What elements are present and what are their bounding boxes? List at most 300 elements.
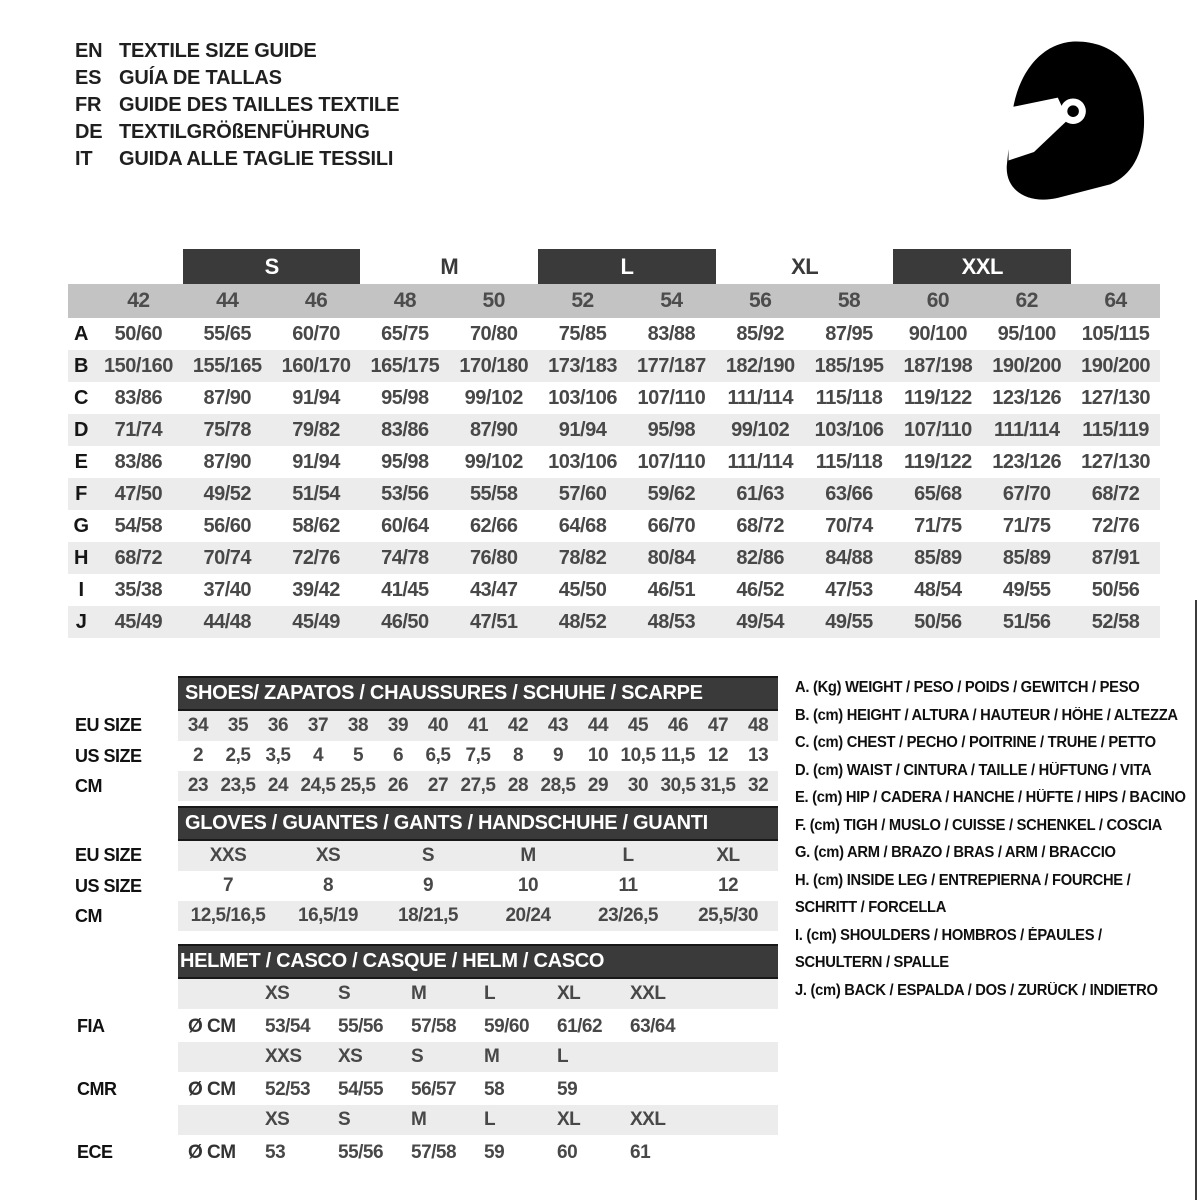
measurement-value-cell: 115/118 <box>815 450 883 473</box>
gloves-value-cell: XXS <box>178 840 278 871</box>
gloves-value-cell: 12,5/16,5 <box>178 901 278 931</box>
measurement-value-cell: 185/195 <box>814 354 884 377</box>
shoes-value-cell: 4 <box>312 745 324 766</box>
helmet-size-label: M <box>409 978 482 1011</box>
measurement-value-cell: 170/180 <box>459 354 529 377</box>
legend-line: SCHRITT / FORCELLA <box>795 899 947 916</box>
measurement-value-cell: 80/84 <box>647 546 696 569</box>
measurement-value-cell: 72/76 <box>1091 514 1140 537</box>
helmet-value-cell: 53/54 <box>265 1016 311 1037</box>
shoes-value-cell: 13 <box>748 745 769 766</box>
shoes-value-cell: 40 <box>418 710 458 741</box>
measurement-value-cell: 107/110 <box>637 450 706 473</box>
measurement-value-cell: 44/48 <box>203 610 252 633</box>
shoes-value-cell: 11,5 <box>661 745 695 766</box>
measurement-value-cell: 48/52 <box>558 610 607 633</box>
helmet-value-cell: 59 <box>484 1142 505 1163</box>
measurement-value-cell: 111/114 <box>727 450 793 473</box>
measurement-value-cell: 119/122 <box>904 450 972 473</box>
shoes-value-cell: 42 <box>498 710 538 741</box>
helmet-value-cell: 63/64 <box>630 1016 676 1037</box>
legend-item <box>795 922 1175 977</box>
helmet-value-cell: 53 <box>265 1142 286 1163</box>
measurement-value-cell: 103/106 <box>548 386 617 409</box>
measurement-value-cell: 83/86 <box>114 450 163 473</box>
gloves-value-cell: L <box>578 840 678 871</box>
legend-item <box>795 729 1175 757</box>
size-number-cell: 52 <box>538 284 627 318</box>
legend-line: D. (cm) WAIST / CINTURA / TAILLE / HÜFTUNG / VITA <box>795 761 1152 779</box>
measurement-row <box>68 542 1160 574</box>
measurement-value-cell: 87/90 <box>203 386 252 409</box>
measurement-value-cell: 105/115 <box>1081 322 1150 345</box>
legend-line: H. (cm) INSIDE LEG / ENTREPIERNA / FOURCHE / <box>795 871 1131 889</box>
helmet-sizes-spacer <box>75 978 178 1011</box>
legend-item <box>795 812 1175 840</box>
shoes-row-label: EU SIZE <box>75 710 178 741</box>
helmet-unit-spacer <box>178 1042 263 1074</box>
shoes-row <box>75 771 778 801</box>
helmet-size-label: XS <box>263 978 336 1011</box>
language-title: GUIDA ALLE TAGLIE TESSILI <box>119 148 394 170</box>
gloves-value-cell: 7 <box>222 875 234 896</box>
measurement-value-cell: 95/100 <box>997 322 1056 345</box>
gloves-value-cell: 23/26,5 <box>578 901 678 931</box>
measurement-value-cell: 70/80 <box>469 322 518 345</box>
language-code: FR <box>75 94 102 116</box>
gloves-row-label: CM <box>75 901 178 931</box>
helmet-size-label: XS <box>336 1042 409 1074</box>
measurement-value-cell: 52/58 <box>1091 610 1140 633</box>
shoes-value-cell: 10,5 <box>620 745 656 766</box>
size-number-cell: 62 <box>982 284 1071 318</box>
gloves-row <box>75 871 778 901</box>
measurement-value-cell: 46/52 <box>736 578 784 601</box>
shoes-value-cell: 27,5 <box>458 771 498 801</box>
helmet-standard-label: CMR <box>75 1074 178 1106</box>
measurement-value-cell: 115/119 <box>1082 418 1149 441</box>
shoes-value-cell: 9 <box>552 745 564 766</box>
measurement-value-cell: 48/54 <box>914 578 962 601</box>
helmet-value-cell: 61 <box>630 1142 651 1163</box>
size-number-cell: 58 <box>805 284 894 318</box>
shoes-value-cell: 38 <box>338 710 378 741</box>
gloves-value-cell: XL <box>678 840 778 871</box>
legend-line: G. (cm) ARM / BRAZO / BRAS / ARM / BRACCIO <box>795 844 1116 861</box>
language-row <box>75 65 399 92</box>
measurement-value-cell: 85/89 <box>1002 546 1051 569</box>
shoes-row <box>75 710 778 741</box>
measurement-value-cell: 57/60 <box>558 482 607 505</box>
measurement-value-cell: 67/70 <box>1002 482 1051 505</box>
helmet-filler <box>701 1042 778 1074</box>
helmet-value-cell: 56/57 <box>411 1079 457 1100</box>
language-code: ES <box>75 67 102 89</box>
measurement-value-cell: 59/62 <box>647 482 696 505</box>
helmet-filler <box>701 978 778 1011</box>
measurement-value-cell: 150/160 <box>104 354 173 377</box>
helmet-size-label: XXL <box>628 1105 701 1137</box>
measurement-value-cell: 103/106 <box>548 450 617 473</box>
measurement-value-cell: 65/75 <box>381 322 429 345</box>
measurement-value-cell: 75/78 <box>203 418 252 441</box>
language-code: IT <box>75 148 93 170</box>
measurement-row <box>68 574 1160 606</box>
shoes-value-cell: 48 <box>738 710 778 741</box>
measurement-value-cell: 78/82 <box>558 546 607 569</box>
measurement-value-cell: 63/66 <box>825 482 873 505</box>
measurement-value-cell: 107/110 <box>904 418 972 441</box>
shoes-value-cell: 28 <box>498 771 538 801</box>
helmet-size-label: XL <box>555 978 628 1011</box>
helmet-size-label <box>628 1042 701 1074</box>
measurement-value-cell: 53/56 <box>381 482 429 505</box>
helmet-size-label: L <box>555 1042 628 1074</box>
measurement-value-cell: 177/187 <box>636 354 706 377</box>
helmet-size-label: M <box>482 1042 555 1074</box>
helmet-value-cell: 59/60 <box>484 1016 530 1037</box>
measurement-value-cell: 37/40 <box>203 578 252 601</box>
legend-item <box>795 867 1175 922</box>
measurement-value-cell: 87/95 <box>825 322 873 345</box>
measurement-value-cell: 111/114 <box>727 386 793 409</box>
helmet-unit-spacer <box>178 978 263 1011</box>
helmet-size-label: S <box>409 1042 482 1074</box>
measurement-value-cell: 127/130 <box>1081 386 1150 409</box>
helmet-filler <box>701 1105 778 1137</box>
measurement-value-cell: 71/75 <box>914 514 962 537</box>
shoes-value-cell: 2 <box>192 745 204 766</box>
helmet-value-cell: 58 <box>484 1079 505 1100</box>
measurement-value-cell: 41/45 <box>381 578 429 601</box>
legend-line: E. (cm) HIP / CADERA / HANCHE / HÜFTE / HIPS / BACINO <box>795 789 1186 806</box>
legend-item <box>795 839 1175 867</box>
measurement-value-cell: 70/74 <box>825 514 873 537</box>
gloves-value-cell: 12 <box>717 875 739 896</box>
helmet-size-label: L <box>482 1105 555 1137</box>
measurement-value-cell: 83/86 <box>114 386 163 409</box>
measurement-value-cell: 87/91 <box>1091 546 1140 569</box>
gloves-value-cell: 11 <box>618 875 638 896</box>
shoes-value-cell: 6,5 <box>425 745 451 766</box>
gloves-value-cell: 18/21,5 <box>378 901 478 931</box>
page-edge-line <box>1195 600 1197 1200</box>
helmet-value-cell: 52/53 <box>265 1079 311 1100</box>
language-row <box>75 92 399 119</box>
size-group-bar: S <box>183 249 361 284</box>
measurement-row-label: F <box>75 482 87 505</box>
shoes-value-cell: 34 <box>178 710 218 741</box>
size-number-cell: 54 <box>627 284 716 318</box>
measurement-value-cell: 74/78 <box>381 546 429 569</box>
size-band-corner <box>68 284 94 318</box>
measurement-value-cell: 155/165 <box>192 354 262 377</box>
shoes-value-cell: 23,5 <box>218 771 258 801</box>
shoes-value-cell: 3,5 <box>265 745 291 766</box>
helmet-size-label: XXL <box>628 978 701 1011</box>
helmet-size-label: XXS <box>263 1042 336 1074</box>
gloves-title-row <box>75 807 778 840</box>
helmet-title-spacer <box>75 945 178 978</box>
measurement-value-cell: 83/86 <box>381 418 429 441</box>
measurement-value-cell: 51/56 <box>1002 610 1051 633</box>
shoes-value-cell: 7,5 <box>465 745 491 766</box>
size-number-cell: 50 <box>449 284 538 318</box>
shoes-value-cell: 45 <box>618 710 658 741</box>
gloves-size-table <box>75 806 778 931</box>
measurement-value-cell: 49/52 <box>203 482 252 505</box>
shoes-value-cell: 27 <box>418 771 458 801</box>
measurement-value-cell: 99/102 <box>464 386 523 409</box>
measurement-value-cell: 64/68 <box>558 514 607 537</box>
measurement-value-cell: 91/94 <box>558 418 607 441</box>
gloves-row-label: EU SIZE <box>75 840 178 871</box>
measurement-value-cell: 95/98 <box>381 450 429 473</box>
helmet-title-row <box>75 945 778 978</box>
measurement-value-cell: 87/90 <box>203 450 252 473</box>
helmet-filler <box>701 1074 778 1106</box>
measurement-row-label: J <box>75 610 87 633</box>
shoes-value-cell: 36 <box>258 710 298 741</box>
helmet-sizes-row <box>75 1105 778 1137</box>
gloves-value-cell: 8 <box>322 875 334 896</box>
shoes-value-cell: 47 <box>698 710 738 741</box>
measurement-value-cell: 43/47 <box>469 578 518 601</box>
measurement-value-cell: 190/200 <box>1081 354 1150 377</box>
measurement-row-label: C <box>74 386 88 409</box>
gloves-title-spacer <box>75 807 178 840</box>
helmet-value-cell: 54/55 <box>338 1079 384 1100</box>
measurement-value-cell: 190/200 <box>992 354 1062 377</box>
helmet-sizes-spacer <box>75 1042 178 1074</box>
measurement-value-cell: 45/49 <box>114 610 163 633</box>
size-number-cell: 60 <box>893 284 982 318</box>
size-number-cell: 64 <box>1071 284 1160 318</box>
language-list <box>75 38 399 173</box>
helmet-unit-label: Ø CM <box>188 1079 236 1100</box>
measurement-value-cell: 107/110 <box>637 386 706 409</box>
measurement-row-label: I <box>78 578 84 601</box>
helmet-standard-label: ECE <box>75 1137 178 1169</box>
size-number-cell: 44 <box>183 284 272 318</box>
shoes-value-cell: 6 <box>392 745 404 766</box>
shoes-value-cell: 25,5 <box>338 771 378 801</box>
helmet-value-cell: 57/58 <box>411 1142 457 1163</box>
measurement-value-cell: 65/68 <box>914 482 962 505</box>
helmet-value-cell: 60 <box>557 1142 578 1163</box>
measurement-value-cell: 68/72 <box>114 546 163 569</box>
measurement-value-cell: 50/56 <box>914 610 962 633</box>
measurement-value-cell: 79/82 <box>292 418 340 441</box>
language-row <box>75 146 399 173</box>
measurement-value-cell: 99/102 <box>731 418 790 441</box>
size-number-cell: 48 <box>360 284 449 318</box>
helmet-value-cell <box>628 1074 701 1106</box>
helmet-size-table <box>75 944 778 1168</box>
helmet-filler <box>701 1137 778 1169</box>
gloves-value-cell: M <box>478 840 578 871</box>
helmet-value-row <box>75 1011 778 1043</box>
measurement-value-cell: 75/85 <box>558 322 607 345</box>
measurement-value-cell: 60/64 <box>381 514 429 537</box>
size-group-bar: L <box>538 249 716 284</box>
measurement-value-cell: 55/58 <box>469 482 518 505</box>
measurement-value-cell: 66/70 <box>647 514 696 537</box>
measurement-value-cell: 68/72 <box>736 514 784 537</box>
measurement-value-cell: 187/198 <box>903 354 973 377</box>
measurement-row <box>68 606 1160 638</box>
measurement-value-cell: 47/50 <box>114 482 163 505</box>
measurement-value-cell: 47/51 <box>469 610 518 633</box>
measurement-value-cell: 160/170 <box>281 354 351 377</box>
gloves-row <box>75 840 778 871</box>
measurement-value-cell: 103/106 <box>814 418 884 441</box>
measurement-value-cell: 123/126 <box>992 386 1062 409</box>
shoes-title-row <box>75 677 778 710</box>
shoes-value-cell: 44 <box>578 710 618 741</box>
measurement-value-cell: 68/72 <box>1091 482 1140 505</box>
measurement-value-cell: 123/126 <box>992 450 1062 473</box>
legend-item <box>795 977 1175 1005</box>
measurement-value-cell: 72/76 <box>292 546 340 569</box>
size-group-label: M <box>440 253 459 279</box>
measurement-value-cell: 182/190 <box>725 354 795 377</box>
helmet-filler <box>701 1011 778 1043</box>
measurement-row-label: B <box>74 354 88 377</box>
measurement-value-cell: 39/42 <box>292 578 340 601</box>
measurement-value-cell: 85/89 <box>914 546 962 569</box>
helmet-value-cell: 57/58 <box>411 1016 457 1037</box>
shoes-value-cell: 32 <box>738 771 778 801</box>
shoes-value-cell: 39 <box>378 710 418 741</box>
measurement-value-cell: 48/53 <box>647 610 696 633</box>
legend-item <box>795 757 1175 785</box>
language-title: TEXTILE SIZE GUIDE <box>119 40 317 62</box>
gloves-row-label: US SIZE <box>75 871 178 901</box>
shoes-value-cell: 28,5 <box>538 771 578 801</box>
measurement-row-label: H <box>74 546 88 569</box>
shoes-size-table <box>75 676 778 801</box>
shoes-value-cell: 12 <box>707 745 729 766</box>
legend-line: A. (Kg) WEIGHT / PESO / POIDS / GEWITCH / PESO <box>795 679 1140 696</box>
helmet-value-row <box>75 1137 778 1169</box>
measurement-value-cell: 46/51 <box>647 578 696 601</box>
helmet-value-cell: 55/56 <box>338 1016 384 1037</box>
measurement-row <box>68 510 1160 542</box>
helmet-size-label: L <box>482 978 555 1011</box>
shoes-value-cell: 35 <box>218 710 258 741</box>
measurement-value-cell: 49/54 <box>736 610 784 633</box>
shoes-body <box>75 677 778 801</box>
measurement-value-cell: 35/38 <box>114 578 163 601</box>
measurement-row <box>68 478 1160 510</box>
gloves-row <box>75 901 778 931</box>
shoes-row-label: CM <box>75 771 178 801</box>
measurement-row <box>68 382 1160 414</box>
legend-line: B. (cm) HEIGHT / ALTURA / HAUTEUR / HÖHE / ALTEZZA <box>795 706 1178 724</box>
shoes-value-cell: 46 <box>658 710 698 741</box>
helmet-size-label: XL <box>555 1105 628 1137</box>
measurement-row-label: E <box>74 450 88 473</box>
helmet-sizes-row <box>75 978 778 1011</box>
measurement-row <box>68 414 1160 446</box>
shoes-value-cell: 43 <box>538 710 578 741</box>
shoes-value-cell: 30 <box>618 771 658 801</box>
measurement-value-cell: 84/88 <box>825 546 873 569</box>
shoes-row-label: US SIZE <box>75 741 178 771</box>
helmet-unit-label: Ø CM <box>188 1142 236 1163</box>
language-row <box>75 38 399 65</box>
measurement-value-cell: 115/118 <box>815 386 883 409</box>
measurement-value-cell: 90/100 <box>908 322 967 345</box>
gloves-value-cell: 16,5/19 <box>278 901 378 931</box>
measurement-value-cell: 45/49 <box>292 610 340 633</box>
measurement-value-cell: 62/66 <box>469 514 518 537</box>
gloves-value-cell: 9 <box>422 875 434 896</box>
helmet-size-label: M <box>409 1105 482 1137</box>
measurement-value-cell: 55/65 <box>203 322 252 345</box>
textile-size-table <box>68 249 1160 638</box>
measurement-legend <box>795 674 1186 1004</box>
measurement-value-cell: 71/74 <box>114 418 163 441</box>
measurement-value-cell: 91/94 <box>292 450 340 473</box>
legend-line: C. (cm) CHEST / PECHO / POITRINE / TRUHE / PETTO <box>795 734 1156 751</box>
shoes-title-spacer <box>75 677 178 710</box>
measurement-value-cell: 99/102 <box>464 450 523 473</box>
shoes-value-cell: 8 <box>512 745 524 766</box>
size-group-label <box>68 249 94 284</box>
measurement-value-cell: 54/58 <box>114 514 163 537</box>
size-group-label: XL <box>791 253 819 279</box>
helmet-body <box>75 945 778 1168</box>
legend-line: SCHULTERN / SPALLE <box>795 954 949 971</box>
legend-line: F. (cm) TIGH / MUSLO / CUISSE / SCHENKEL / COSCIA <box>795 816 1163 834</box>
measurement-value-cell: 47/53 <box>825 578 873 601</box>
helmet-value-cell: 61/62 <box>557 1016 603 1037</box>
gloves-value-cell: S <box>378 840 478 871</box>
size-number-cell: 46 <box>272 284 361 318</box>
shoes-value-cell: 29 <box>578 771 618 801</box>
measurement-value-cell: 91/94 <box>292 386 340 409</box>
size-group-row <box>68 249 1160 284</box>
size-group-bar: XXL <box>893 249 1071 284</box>
helmet-value-cell: 59 <box>557 1079 578 1100</box>
gloves-title: GLOVES / GUANTES / GANTS / HANDSCHUHE / GUANTI <box>178 807 778 840</box>
measurement-value-cell: 46/50 <box>381 610 429 633</box>
measurement-row-label: D <box>74 418 88 441</box>
legend-item <box>795 702 1178 730</box>
shoes-value-cell: 41 <box>458 710 498 741</box>
size-number-cell: 42 <box>94 284 183 318</box>
measurement-value-cell: 51/54 <box>292 482 340 505</box>
measurement-value-cell: 49/55 <box>825 610 873 633</box>
shoes-title: SHOES/ ZAPATOS / CHAUSSURES / SCHUHE / SCARPE <box>178 677 778 710</box>
helmet-unit-spacer <box>178 1105 263 1137</box>
measurement-row-label: G <box>73 514 89 537</box>
measurement-value-cell: 76/80 <box>469 546 518 569</box>
helmet-size-label: S <box>336 978 409 1011</box>
measurement-value-cell: 95/98 <box>381 386 429 409</box>
gloves-value-cell: 10 <box>517 875 539 896</box>
measurement-value-cell: 50/56 <box>1091 578 1140 601</box>
legend-line: J. (cm) BACK / ESPALDA / DOS / ZURÜCK / INDIETRO <box>795 981 1158 999</box>
language-code: DE <box>75 121 103 143</box>
helmet-value-row <box>75 1074 778 1106</box>
legend-line: I. (cm) SHOULDERS / HOMBROS / ÉPAULES / <box>795 926 1102 944</box>
measurement-value-cell: 60/70 <box>292 322 340 345</box>
measurement-value-cell: 61/63 <box>736 482 784 505</box>
measurement-value-cell: 165/175 <box>370 354 440 377</box>
